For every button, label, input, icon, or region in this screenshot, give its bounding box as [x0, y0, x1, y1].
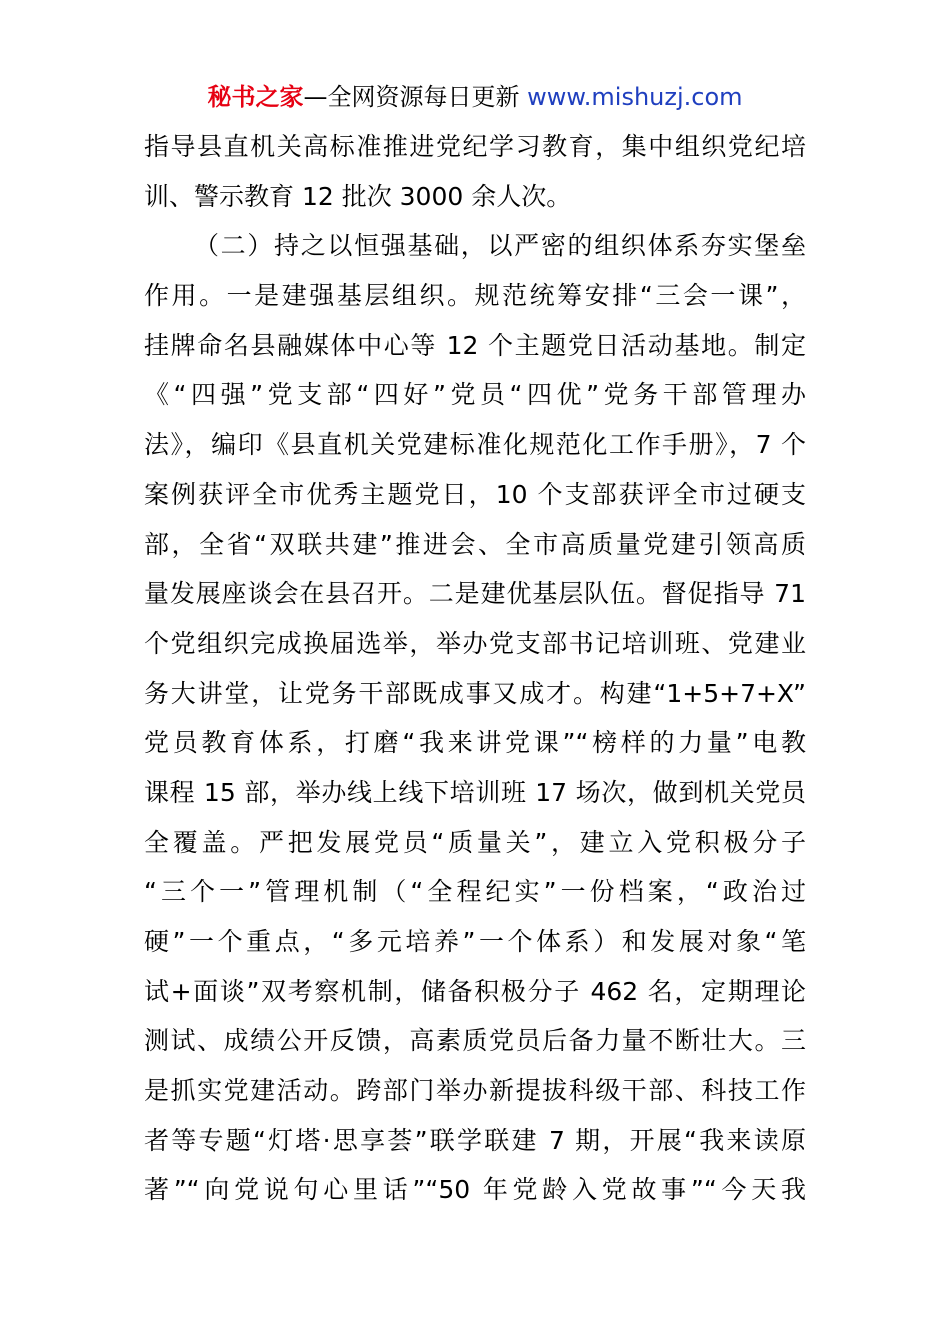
text-line: 案例获评全市优秀主题党日，10 个支部获评全市过硬支 — [144, 479, 806, 509]
site-header — [0, 80, 950, 114]
text-line: 硬”一个重点，“多元培养”一个体系）和发展对象“笔 — [144, 927, 806, 956]
text-line: 是抓实党建活动。跨部门举办新提拔科级干部、科技工作 — [144, 1076, 806, 1106]
site-brand: 秘书之家 — [207, 83, 304, 111]
text-line: 训、警示教育 12 批次 3000 余人次。 — [144, 181, 572, 211]
text-line: 《“四强”党支部“四好”党员“四优”党务干部管理办 — [144, 380, 806, 410]
text-line: （二）持之以恒强基础，以严密的组织体系夯实堡垒 — [194, 231, 806, 261]
text-line: 量发展座谈会在县召开。二是建优基层队伍。督促指导 71 — [144, 579, 806, 609]
text-line: 法》，编印《县直机关党建标准化规范化工作手册》，7 个 — [144, 430, 806, 460]
document-body — [144, 122, 806, 1215]
site-tagline: —全网资源每日更新 — [303, 83, 520, 111]
text-line: 试+面谈”双考察机制，储备积极分子 462 名，定期理论 — [144, 976, 806, 1006]
text-line: 全覆盖。严把发展党员“质量关”，建立入党积极分子 — [144, 827, 806, 857]
paragraph — [144, 122, 806, 221]
text-line: 作用。一是建强基层组织。规范统筹安排“三会一课”， — [144, 281, 806, 311]
text-line: 著”“向党说句心里话”“50 年党龄入党故事”“今天我 — [144, 1175, 806, 1205]
site-url[interactable]: www.mishuzj.com — [527, 83, 743, 111]
text-line: 指导县直机关高标准推进党纪学习教育，集中组织党纪培 — [144, 132, 806, 161]
text-line: 部，全省“双联共建”推进会、全市高质量党建引领高质 — [144, 529, 806, 559]
text-line: 测试、成绩公开反馈，高素质党员后备力量不断壮大。三 — [144, 1026, 806, 1056]
text-line: 党员教育体系，打磨“我来讲党课”“榜样的力量”电教 — [144, 728, 806, 758]
text-line: 个党组织完成换届选举，举办党支部书记培训班、党建业 — [144, 628, 806, 658]
text-line: “三个一”管理机制（“全程纪实”一份档案，“政治过 — [144, 877, 806, 907]
text-line: 务大讲堂，让党务干部既成事又成才。构建“1+5+7+X” — [144, 678, 806, 708]
text-line: 挂牌命名县融媒体中心等 12 个主题党日活动基地。制定 — [144, 330, 806, 360]
text-line: 者等专题“灯塔·思享荟”联学联建 7 期，开展“我来读原 — [144, 1125, 806, 1155]
paragraph — [144, 221, 806, 1215]
text-line: 课程 15 部，举办线上线下培训班 17 场次，做到机关党员 — [144, 777, 806, 807]
